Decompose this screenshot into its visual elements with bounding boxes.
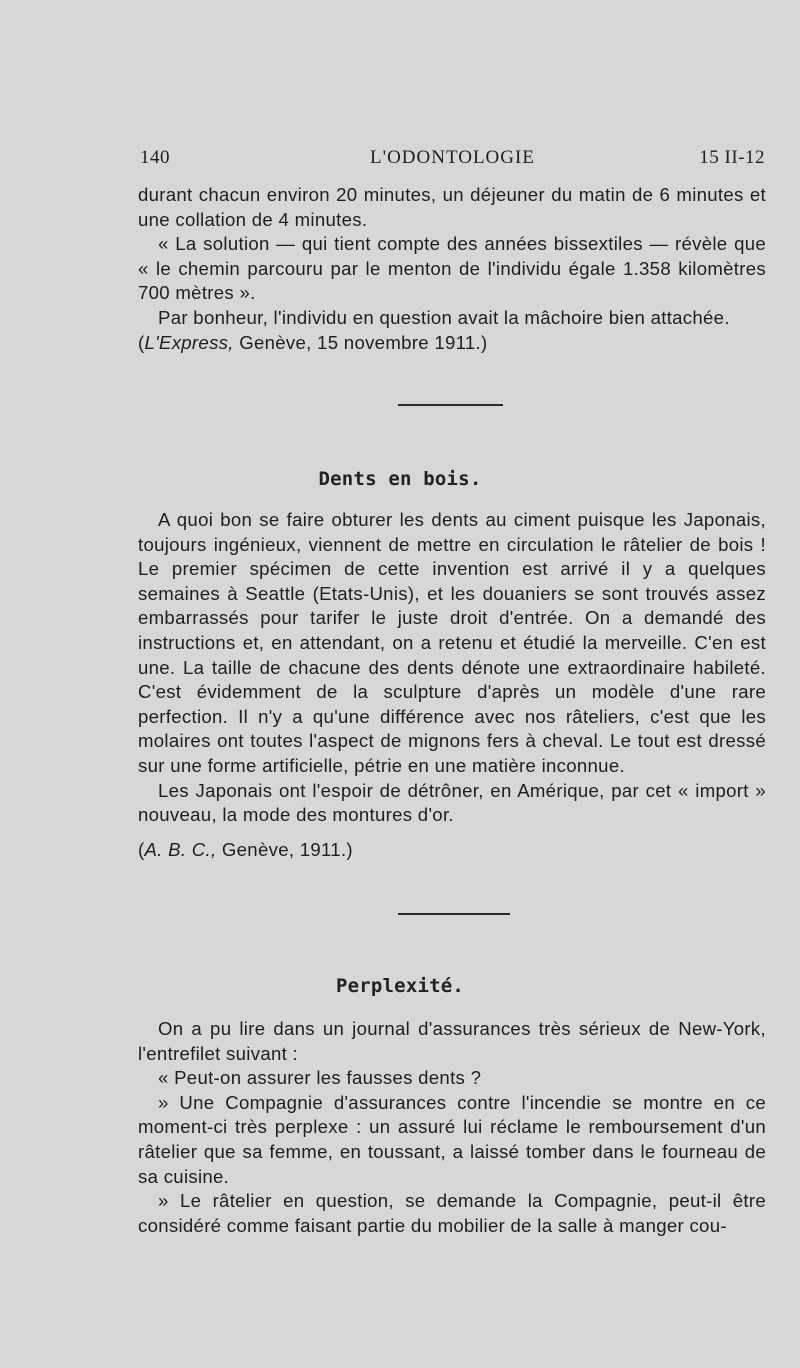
paragraph: « La solution — qui tient compte des années bissextiles — révèle que « le chemin parcouru par le menton de l'individu égale 1.358 kilomètres 700 mètres ».: [138, 233, 766, 304]
paragraph: A quoi bon se faire obturer les dents au ciment puisque les Japonais, toujours ingénieux, viennent de mettre en circulation le râtelier de bois ! Le premier spécimen de cette invention est arrivé il y a quelques semaines à Seattle (Etats-Unis), et les douaniers se sont trouvés assez embarrassés pour tarifer le juste droit d'entrée. On a demandé des instructions et, en attendant, on a retenu et étudié la merveille. C'en est une. La taille de chacune des dents dénote une extraordinaire habileté. C'est évidemment de la sculpture d'après un modèle d'une rare perfection. Il n'y a qu'une différence avec nos râteliers, c'est que les molaires ont toutes l'aspect de mignons fers à cheval. Le tout est dressé sur une forme artificielle, pétrie en une matière inconnue.: [138, 509, 766, 776]
paragraph: durant chacun environ 20 minutes, un déjeuner du matin de 6 minutes et une collation de 4 minutes.: [138, 184, 766, 230]
source-citation: (A. B. C., Genève, 1911.): [138, 838, 353, 860]
paragraph: Les Japonais ont l'espoir de détrôner, en Amérique, par cet « import » nouveau, la mode des montures d'or.: [138, 779, 766, 826]
source-title: A. B. C.,: [144, 838, 217, 860]
source-details: Genève, 1911.): [221, 838, 353, 860]
section-divider: [398, 404, 503, 406]
journal-title: L'ODONTOLOGIE: [370, 147, 535, 168]
source-citation: (L'Express, Genève, 15 novembre 1911.): [138, 331, 488, 353]
section-continuation: [138, 183, 766, 355]
section-divider: [398, 913, 510, 915]
article-perplexite: [138, 1017, 766, 1238]
article-dents-en-bois: [138, 508, 766, 862]
issue-date: 15 II-12: [699, 147, 765, 168]
page-number: 140: [140, 147, 170, 168]
paragraph: » Le râtelier en question, se demande la Compagnie, peut-il être considéré comme faisant partie du mobilier de la salle à manger cou-: [138, 1190, 766, 1236]
section-heading: Dents en bois.: [318, 468, 482, 490]
section-heading: Perplexité.: [335, 975, 465, 997]
paragraph: « Peut-on assurer les fausses dents ?: [158, 1067, 482, 1089]
running-header: [140, 147, 765, 173]
source-title: L'Express,: [144, 331, 234, 353]
paragraph: Par bonheur, l'individu en question avait la mâchoire bien attachée.: [158, 306, 730, 328]
paragraph: » Une Compagnie d'assurances contre l'incendie se montre en ce moment-ci très perplexe : un assuré lui réclame le remboursement d'un râtelier que sa femme, en toussant, a laissé tomber dans le fourneau de sa cuisine.: [138, 1091, 766, 1187]
paragraph: On a pu lire dans un journal d'assurances très sérieux de New-York, l'entrefilet suivant :: [138, 1018, 766, 1064]
source-details: Genève, 15 novembre 1911.): [239, 331, 488, 353]
